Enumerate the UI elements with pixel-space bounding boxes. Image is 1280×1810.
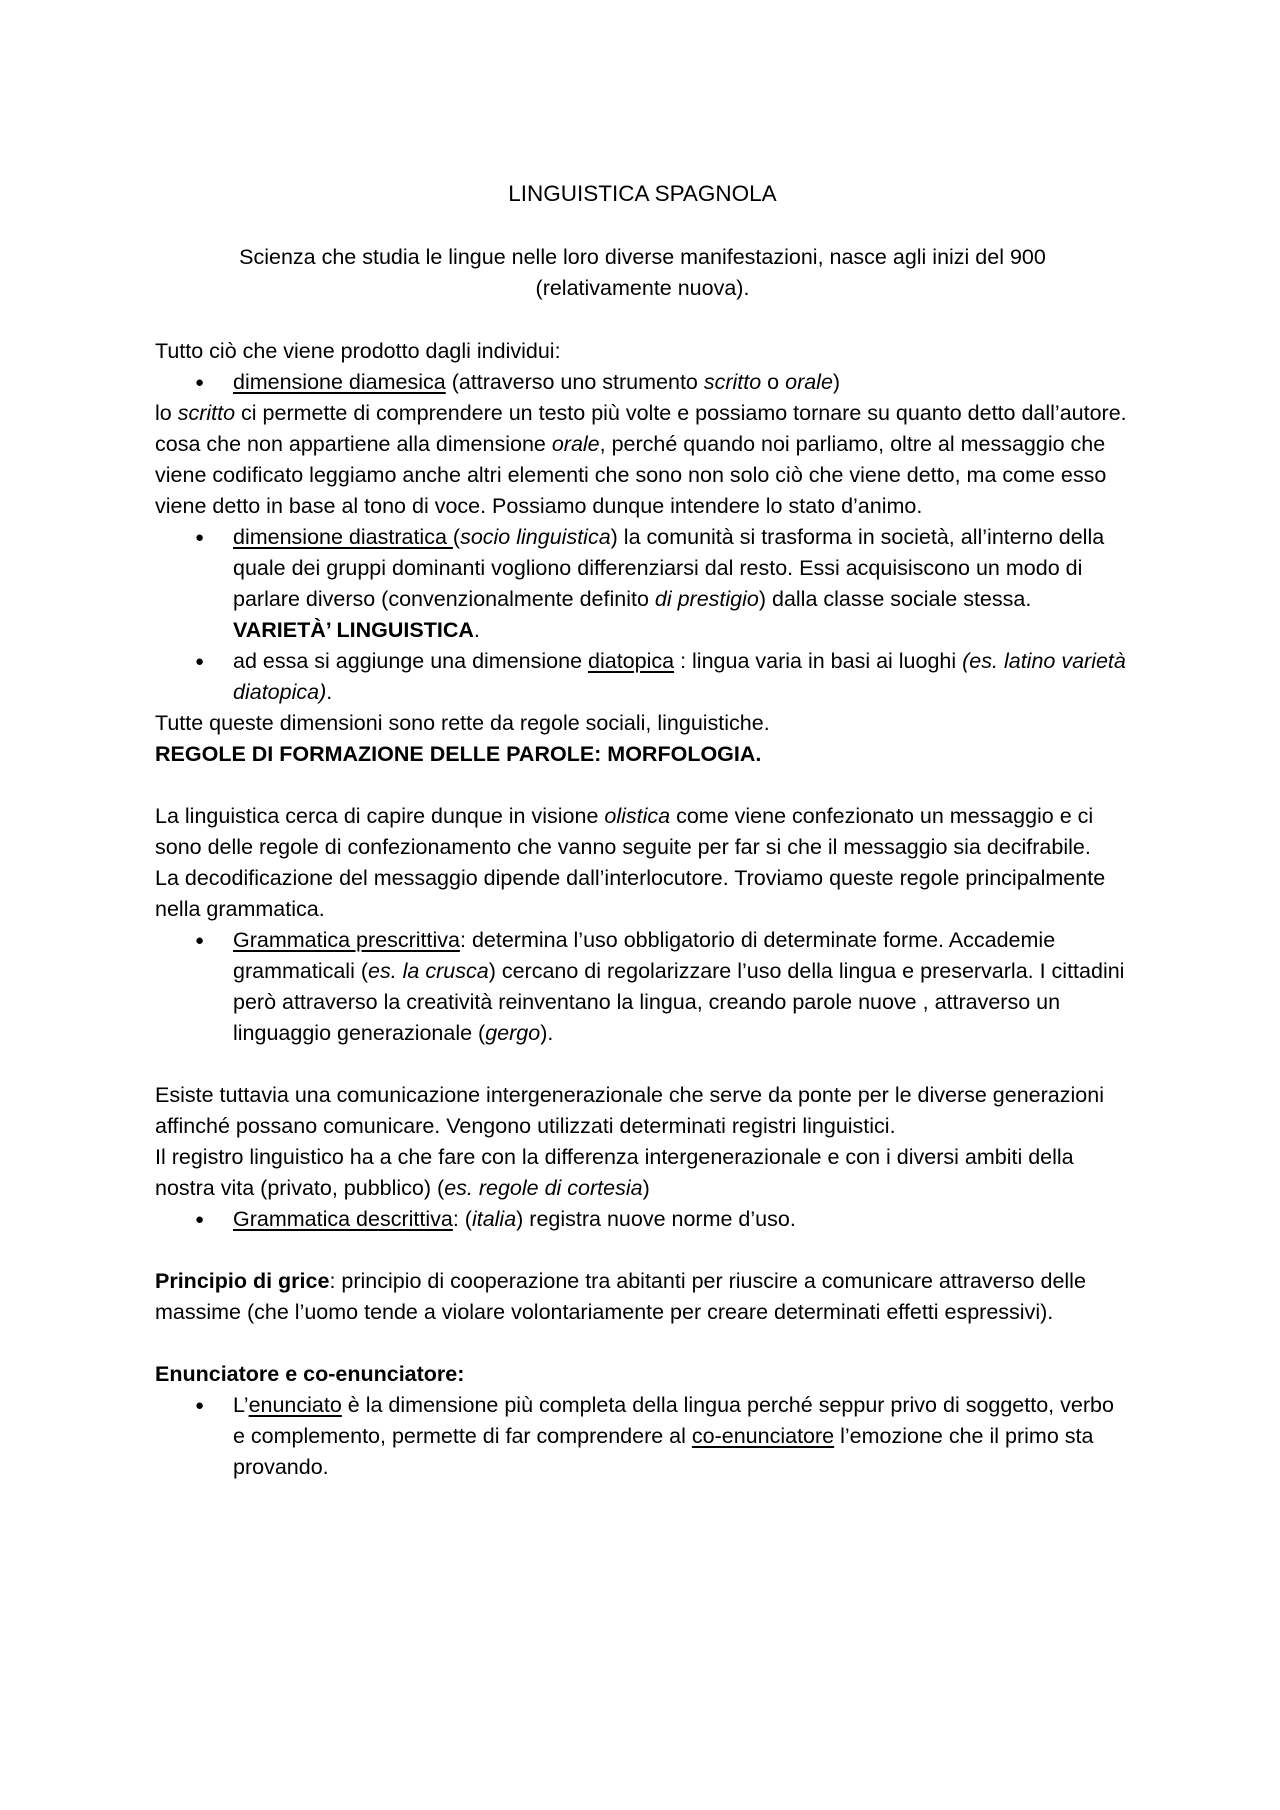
paragraph-registro: Il registro linguistico ha a che fare con la differenza intergenerazionale e con i diversi ambiti della nostra vita (privato, pubblico) (es. regole di cortesia)	[155, 1145, 1074, 1200]
intro-line-2: (relativamente nuova).	[535, 276, 750, 300]
intro-paragraph	[175, 242, 1110, 304]
section1-list-b	[155, 522, 1130, 708]
paragraph-decodificazione: La decodificazione del messaggio dipende dall’interlocutore. Troviamo queste regole principalmente nella grammatica.	[155, 866, 1106, 921]
section3-list	[155, 1204, 1130, 1235]
list-item-diatopica: ● ad essa si aggiunge una dimensione diatopica : lingua varia in basi ai luoghi (es. latino varietà diatopica).	[155, 646, 1130, 708]
section1-list-a	[155, 367, 1130, 398]
paragraph-orale: cosa che non appartiene alla dimensione orale, perché quando noi parliamo, oltre al messaggio che viene codificato leggiamo anche altri elementi che sono non solo ciò che viene detto, ma come esso viene detto in base al tono di voce. Possiamo dunque intendere lo stato d’animo.	[155, 432, 1107, 518]
term-co-enunciatore: co-enunciatore	[691, 1424, 835, 1448]
paragraph-regole: Tutte queste dimensioni sono rette da regole sociali, linguistiche.	[155, 711, 770, 735]
list-item-enunciato: ● L’enunciato è la dimensione più completa della lingua perché seppur privo di soggetto, verbo e complemento, permette di far comprendere al co-enunciatore l’emozione che il primo sta provando.	[155, 1390, 1130, 1483]
section1-lead: Tutto ciò che viene prodotto dagli individui:	[155, 339, 561, 363]
list-item-diastratica: ● dimensione diastratica (socio linguistica) la comunità si trasforma in società, all’interno della quale dei gruppi dominanti vogliono differenziarsi dal resto. Essi acquisiscono un modo di parlare diverso (convenzionalmente definito di prestigio) dalla classe sociale stessa. VARIETÀ’ LINGUISTICA.	[155, 522, 1130, 646]
heading-morfologia: REGOLE DI FORMAZIONE DELLE PAROLE: MORFOLOGIA.	[155, 742, 762, 766]
term-diastratica: dimensione diastratica	[233, 525, 453, 549]
paragraph-olistica: La linguistica cerca di capire dunque in visione olistica come viene confezionato un messaggio e ci sono delle regole di confezionamento che vanno seguite per far si che il messaggio sia decifrabile.	[155, 804, 1094, 859]
heading-enunciatore: Enunciatore e co-enunciatore:	[155, 1362, 465, 1386]
term-grice: Principio di grice	[155, 1269, 330, 1293]
term-enunciato: enunciato	[248, 1393, 342, 1417]
list-item-descrittiva: ● Grammatica descrittiva: (italia) registra nuove norme d’uso.	[155, 1204, 1130, 1235]
page-title: LINGUISTICA SPAGNOLA	[508, 181, 777, 206]
paragraph-grice: Principio di grice: principio di cooperazione tra abitanti per riuscire a comunicare attraverso delle massime (che l’uomo tende a violare volontariamente per creare determinati effetti espressivi).	[155, 1269, 1086, 1324]
list-item-prescrittiva: ● Grammatica prescrittiva: determina l’uso obbligatorio di determinate forme. Accademie grammaticali (es. la crusca) cercano di regolarizzare l’uso della lingua e preservarla. I cittadini però attraverso la creatività reinventano la lingua, creando parole nuove , attraverso un linguaggio generazionale (gergo).	[155, 925, 1130, 1049]
term-diatopica: diatopica	[588, 649, 675, 673]
section5-list	[155, 1390, 1130, 1483]
term-prescrittiva: Grammatica prescrittiva	[233, 928, 460, 952]
paragraph-intergenerazionale: Esiste tuttavia una comunicazione intergenerazionale che serve da ponte per le diverse generazioni affinché possano comunicare. Vengono utilizzati determinati registri linguistici.	[155, 1083, 1104, 1138]
paragraph-scritto: lo scritto ci permette di comprendere un testo più volte e possiamo tornare su quanto detto dall’autore.	[155, 401, 1127, 425]
emphasis-varieta: VARIETÀ’ LINGUISTICA	[233, 618, 474, 642]
term-descrittiva: Grammatica descrittiva	[233, 1207, 453, 1231]
list-item-diamesica: ● dimensione diamesica (attraverso uno strumento scritto o orale)	[155, 367, 1130, 398]
term-diamesica: dimensione diamesica	[233, 370, 446, 394]
section2-list	[155, 925, 1130, 1049]
intro-line-1: Scienza che studia le lingue nelle loro diverse manifestazioni, nasce agli inizi del 900	[239, 245, 1046, 269]
